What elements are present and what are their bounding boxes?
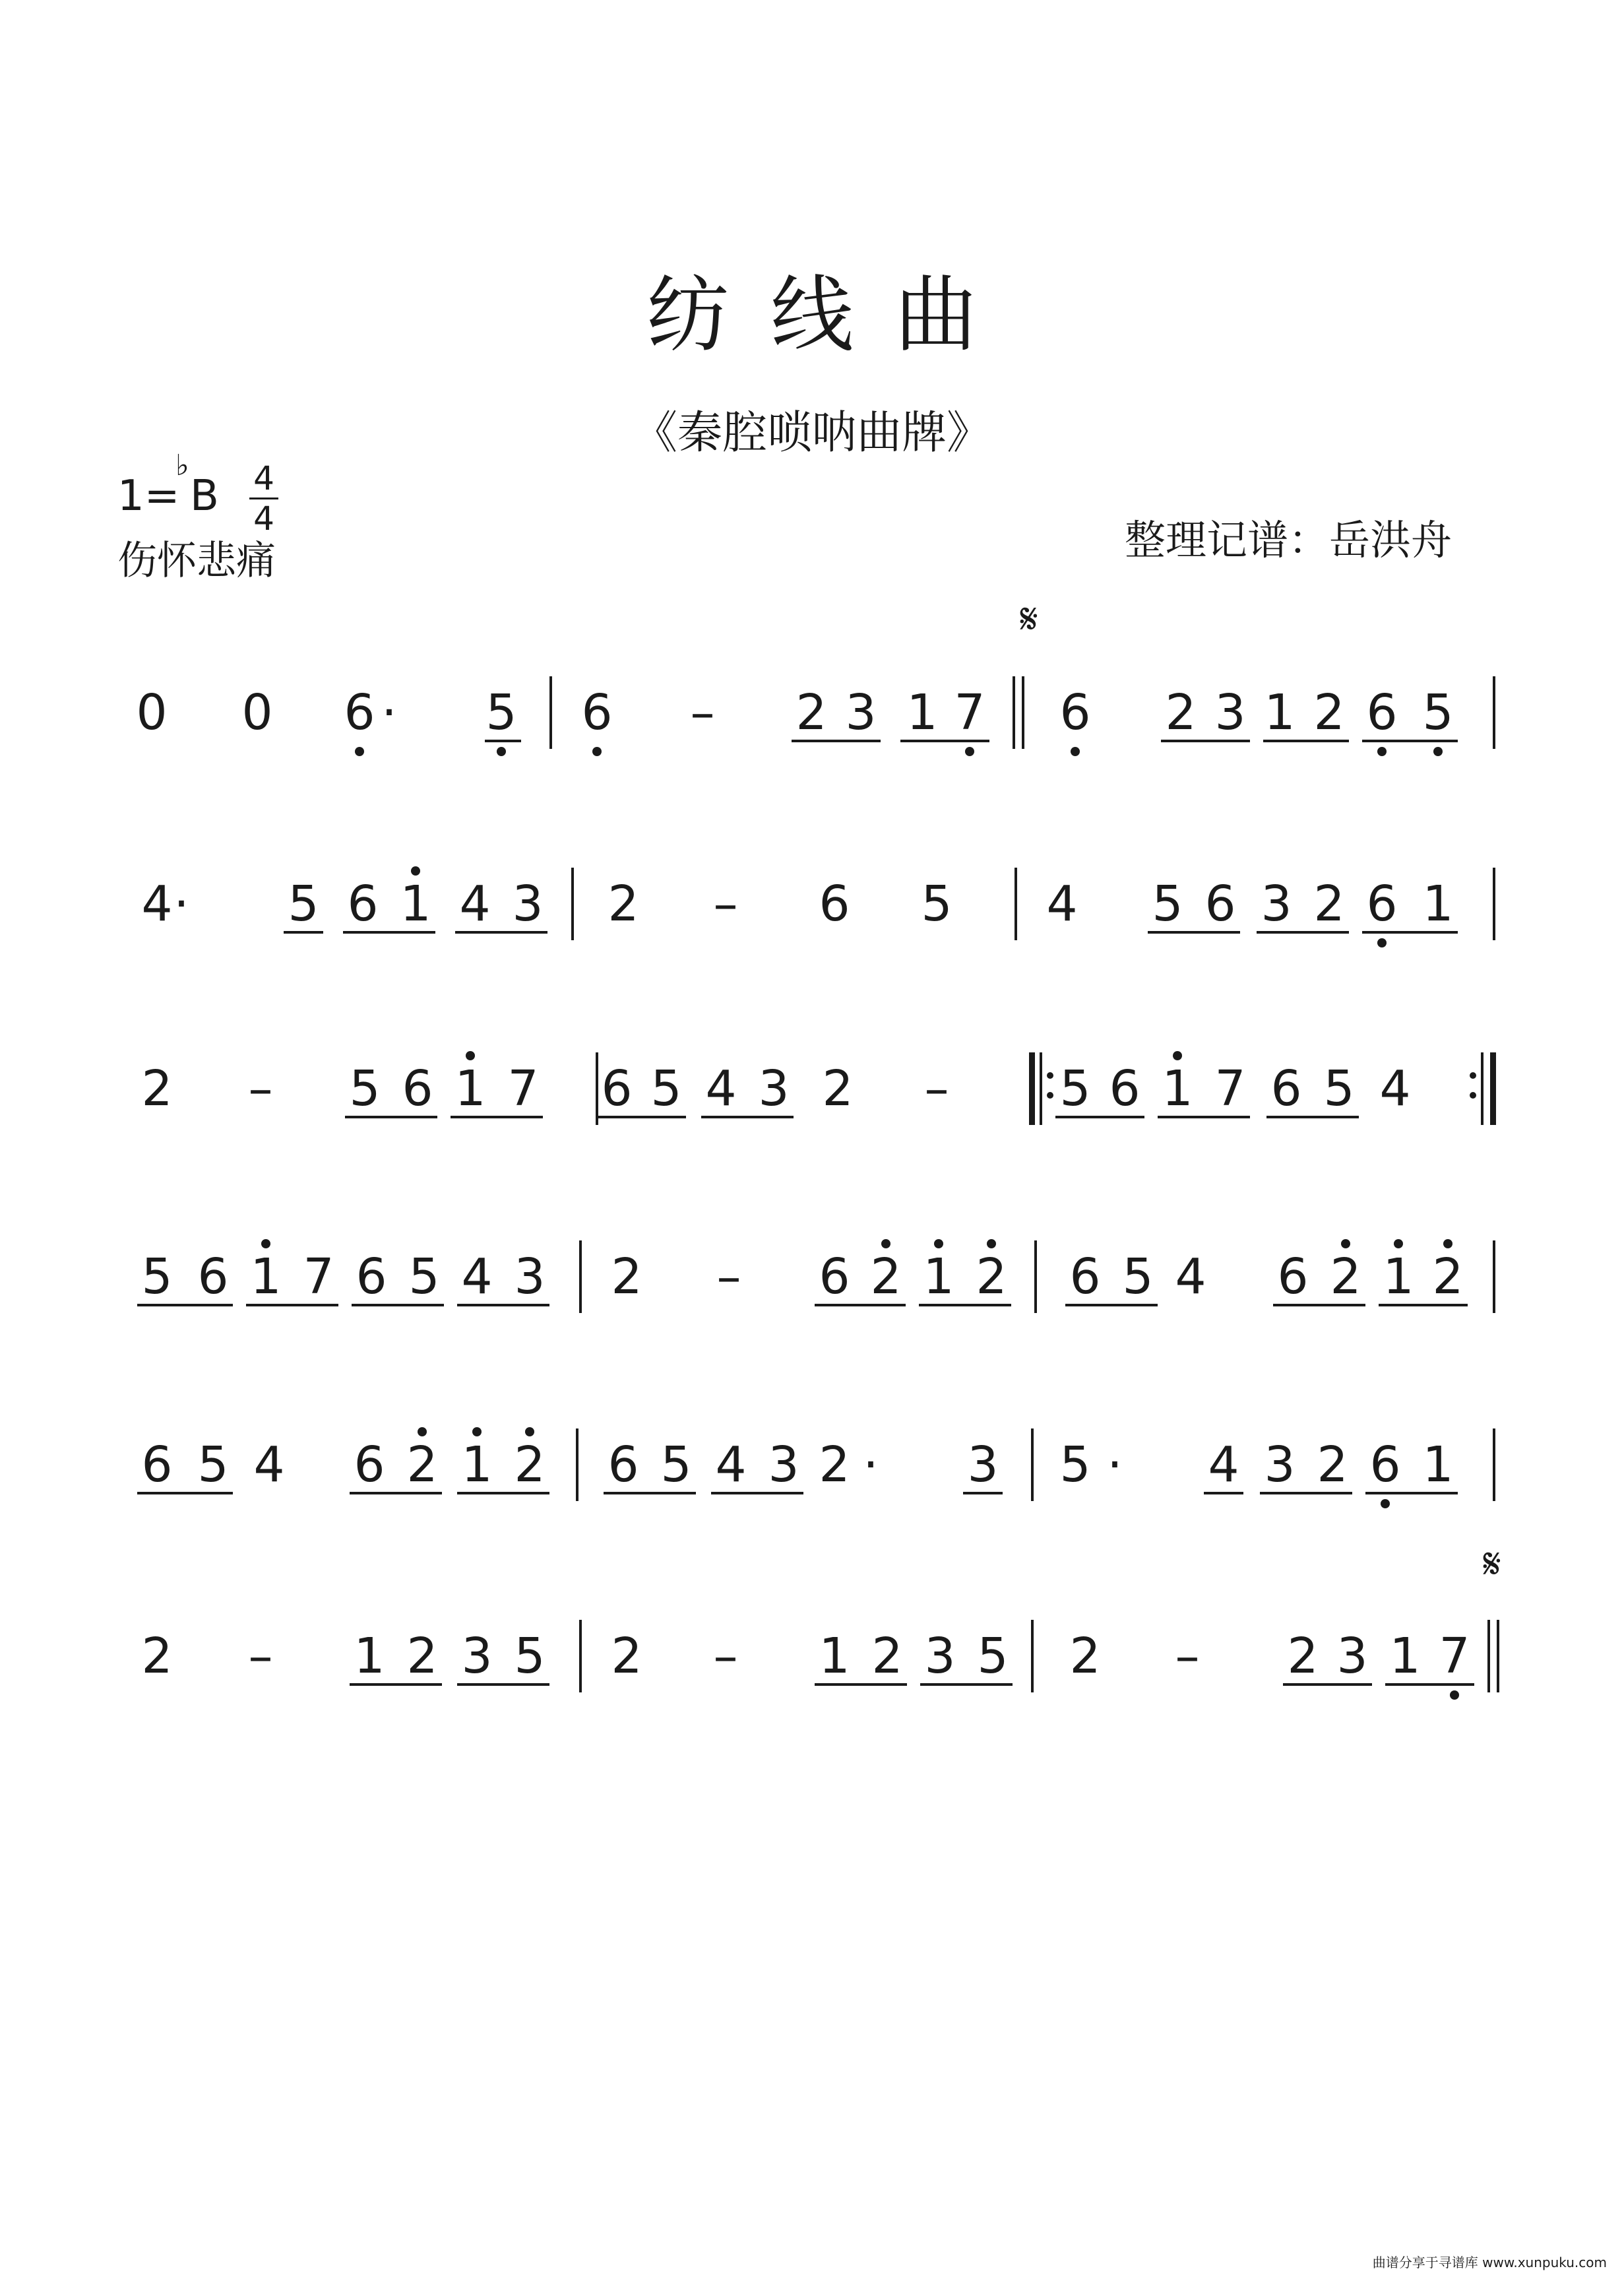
note-glyph: 5 [650, 1060, 682, 1117]
note-glyph: 1 [354, 1628, 385, 1684]
note-glyph: 2 [871, 1628, 903, 1684]
note-glyph: 5 [1059, 1436, 1091, 1493]
song-title: 纺线曲 [646, 267, 1018, 364]
note-glyph: 1 [250, 1248, 282, 1305]
note-glyph: 7 [1439, 1628, 1470, 1684]
note-glyph: 1 [1264, 684, 1296, 741]
note-glyph: 1 [819, 1628, 850, 1684]
note-glyph: 3 [512, 876, 544, 932]
note-glyph: 5 [921, 876, 953, 932]
note-glyph: 3 [1264, 1436, 1296, 1493]
key-tonic: B [190, 472, 219, 521]
note-glyph: 6 [356, 1248, 387, 1305]
note-glyph: 6 [1109, 1060, 1140, 1117]
note-glyph: 6 [344, 684, 375, 741]
note-glyph: 6 [354, 1436, 385, 1493]
note-glyph: 1 [1422, 876, 1454, 932]
key-prefix: 1= [117, 472, 180, 521]
note-glyph: 6 [819, 876, 850, 932]
note-glyph: · [381, 684, 397, 741]
low-octave-dot [1377, 938, 1387, 947]
note-glyph: 7 [954, 684, 985, 741]
note-glyph: 5 [1323, 1060, 1355, 1117]
note-glyph: 3 [924, 1628, 956, 1684]
high-octave-dot [1394, 1239, 1403, 1248]
note-glyph: 2 [406, 1436, 438, 1493]
note-glyph: 5 [514, 1628, 546, 1684]
note-glyph: 5 [1422, 684, 1454, 741]
high-octave-dot [1443, 1239, 1452, 1248]
note-glyph: 2 [1330, 1248, 1361, 1305]
note-glyph: 1 [1389, 1628, 1421, 1684]
note-glyph: 5 [408, 1248, 440, 1305]
note-glyph: 0 [241, 684, 273, 741]
note-glyph: 1 [1383, 1248, 1414, 1305]
note-glyph: 2 [611, 1248, 642, 1305]
note-glyph: 6 [402, 1060, 433, 1117]
note-glyph: 6 [1369, 1436, 1401, 1493]
note-glyph: 2 [1317, 1436, 1348, 1493]
note-glyph: 4 [1208, 1436, 1239, 1493]
note-glyph: 6 [601, 1060, 633, 1117]
note-glyph: 4 [1379, 1060, 1411, 1117]
note-glyph: 2 [1069, 1628, 1101, 1684]
note-glyph: – [713, 1628, 738, 1684]
song-subtitle: 《秦腔唢呐曲牌》 [632, 407, 991, 459]
repeat-dot [1047, 1072, 1053, 1079]
note-glyph: 2 [1432, 1248, 1464, 1305]
time-denominator: 4 [253, 499, 274, 538]
repeat-dot [1047, 1092, 1053, 1099]
note-glyph: 3 [514, 1248, 546, 1305]
note-glyph: 3 [1336, 1628, 1368, 1684]
low-octave-dot [592, 747, 602, 756]
note-glyph: – [713, 876, 738, 932]
note-glyph: · [1107, 1436, 1123, 1493]
note-glyph: – [1175, 1628, 1200, 1684]
note-glyph: 3 [461, 1628, 493, 1684]
note-glyph: 2 [1313, 684, 1345, 741]
note-glyph: 1 [461, 1436, 493, 1493]
low-octave-dot [965, 747, 974, 756]
note-glyph: 6 [608, 1436, 639, 1493]
note-glyph: 2 [870, 1248, 902, 1305]
low-octave-dot [1450, 1690, 1459, 1700]
note-glyph: 1 [1422, 1436, 1454, 1493]
note-glyph: 3 [967, 1436, 999, 1493]
note-glyph: 2 [611, 1628, 642, 1684]
note-glyph: 6 [819, 1248, 850, 1305]
arranger-credit: 整理记谱：岳洪舟 [1125, 516, 1452, 564]
note-glyph: 6 [197, 1248, 229, 1305]
watermark: 曲谱分享于寻谱库 www.xunpuku.com [1372, 2255, 1607, 2270]
note-glyph: 3 [1261, 876, 1292, 932]
low-octave-dot [355, 747, 364, 756]
note-glyph: 7 [303, 1248, 334, 1305]
note-glyph: 5 [1152, 876, 1183, 932]
note-glyph: 2 [796, 684, 827, 741]
note-glyph: 2 [608, 876, 639, 932]
note-glyph: 2 [141, 1628, 173, 1684]
note-glyph: 1 [454, 1060, 486, 1117]
high-octave-dot [411, 866, 420, 876]
note-glyph: 3 [845, 684, 877, 741]
note-glyph: 2 [406, 1628, 438, 1684]
note-glyph: 6 [1366, 876, 1398, 932]
note-glyph: 4 [253, 1436, 285, 1493]
note-glyph: 2 [1313, 876, 1345, 932]
note-glyph: 6 [1366, 684, 1398, 741]
note-glyph: 5 [977, 1628, 1009, 1684]
note-glyph: 5 [141, 1248, 173, 1305]
note-glyph: 5 [288, 876, 319, 932]
note-glyph: 4 [461, 1248, 493, 1305]
note-glyph: 6 [1270, 1060, 1302, 1117]
note-glyph: – [924, 1060, 949, 1117]
note-glyph: 6 [1059, 684, 1091, 741]
note-glyph: – [716, 1248, 741, 1305]
note-glyph: 2 [819, 1436, 850, 1493]
note-glyph: 5 [1122, 1248, 1154, 1305]
note-glyph: 3 [758, 1060, 790, 1117]
high-octave-dot [418, 1427, 427, 1436]
note-glyph: 6 [141, 1436, 173, 1493]
note-glyph: 6 [347, 876, 379, 932]
note-glyph: 5 [485, 684, 517, 741]
note-glyph: 4 [715, 1436, 747, 1493]
repeat-end-thick [1490, 1052, 1496, 1125]
segno-icon: 𝄋 [1483, 1540, 1501, 1589]
flat-sign: ♭ [175, 449, 189, 482]
note-glyph: 5 [349, 1060, 381, 1117]
note-glyph: 4 [141, 876, 173, 932]
repeat-start-thick [1029, 1052, 1035, 1125]
note-glyph: 1 [1162, 1060, 1193, 1117]
low-octave-dot [497, 747, 506, 756]
note-glyph: 2 [822, 1060, 854, 1117]
repeat-dot [1470, 1092, 1476, 1099]
note-glyph: 4 [459, 876, 491, 932]
low-octave-dot [1377, 747, 1387, 756]
note-glyph: 2 [1287, 1628, 1319, 1684]
note-glyph: 6 [1277, 1248, 1309, 1305]
note-glyph: 3 [1214, 684, 1246, 741]
low-octave-dot [1381, 1499, 1390, 1508]
note-glyph: · [173, 876, 189, 932]
mood-marking: 伤怀悲痛 [117, 538, 276, 584]
high-octave-dot [1341, 1239, 1350, 1248]
note-glyph: 5 [197, 1436, 229, 1493]
note-glyph: 7 [1214, 1060, 1246, 1117]
low-octave-dot [1433, 747, 1443, 756]
time-numerator: 4 [253, 459, 274, 497]
note-glyph: 1 [906, 684, 938, 741]
note-glyph: 5 [1059, 1060, 1091, 1117]
high-octave-dot [881, 1239, 890, 1248]
note-glyph: – [690, 684, 715, 741]
note-glyph: 6 [1069, 1248, 1101, 1305]
low-octave-dot [1071, 747, 1080, 756]
note-glyph: 1 [923, 1248, 954, 1305]
high-octave-dot [472, 1427, 482, 1436]
note-glyph: 2 [141, 1060, 173, 1117]
note-glyph: 4 [1175, 1248, 1206, 1305]
note-glyph: 2 [514, 1436, 546, 1493]
high-octave-dot [261, 1239, 270, 1248]
segno-icon: 𝄋 [1020, 595, 1038, 644]
high-octave-dot [987, 1239, 996, 1248]
high-octave-dot [525, 1427, 534, 1436]
note-glyph: 4 [705, 1060, 737, 1117]
note-glyph: – [248, 1060, 273, 1117]
note-glyph: 1 [400, 876, 431, 932]
note-glyph: 2 [976, 1248, 1007, 1305]
high-octave-dot [466, 1051, 475, 1060]
note-glyph: 4 [1046, 876, 1078, 932]
high-octave-dot [934, 1239, 943, 1248]
note-glyph: 3 [768, 1436, 799, 1493]
note-glyph: 2 [1165, 684, 1197, 741]
note-glyph: – [248, 1628, 273, 1684]
note-glyph: 6 [1204, 876, 1236, 932]
note-glyph: 5 [660, 1436, 692, 1493]
high-octave-dot [1173, 1051, 1182, 1060]
note-glyph: · [863, 1436, 879, 1493]
note-glyph: 7 [507, 1060, 539, 1117]
note-glyph: 0 [136, 684, 168, 741]
repeat-dot [1470, 1072, 1476, 1079]
note-glyph: 6 [581, 684, 613, 741]
